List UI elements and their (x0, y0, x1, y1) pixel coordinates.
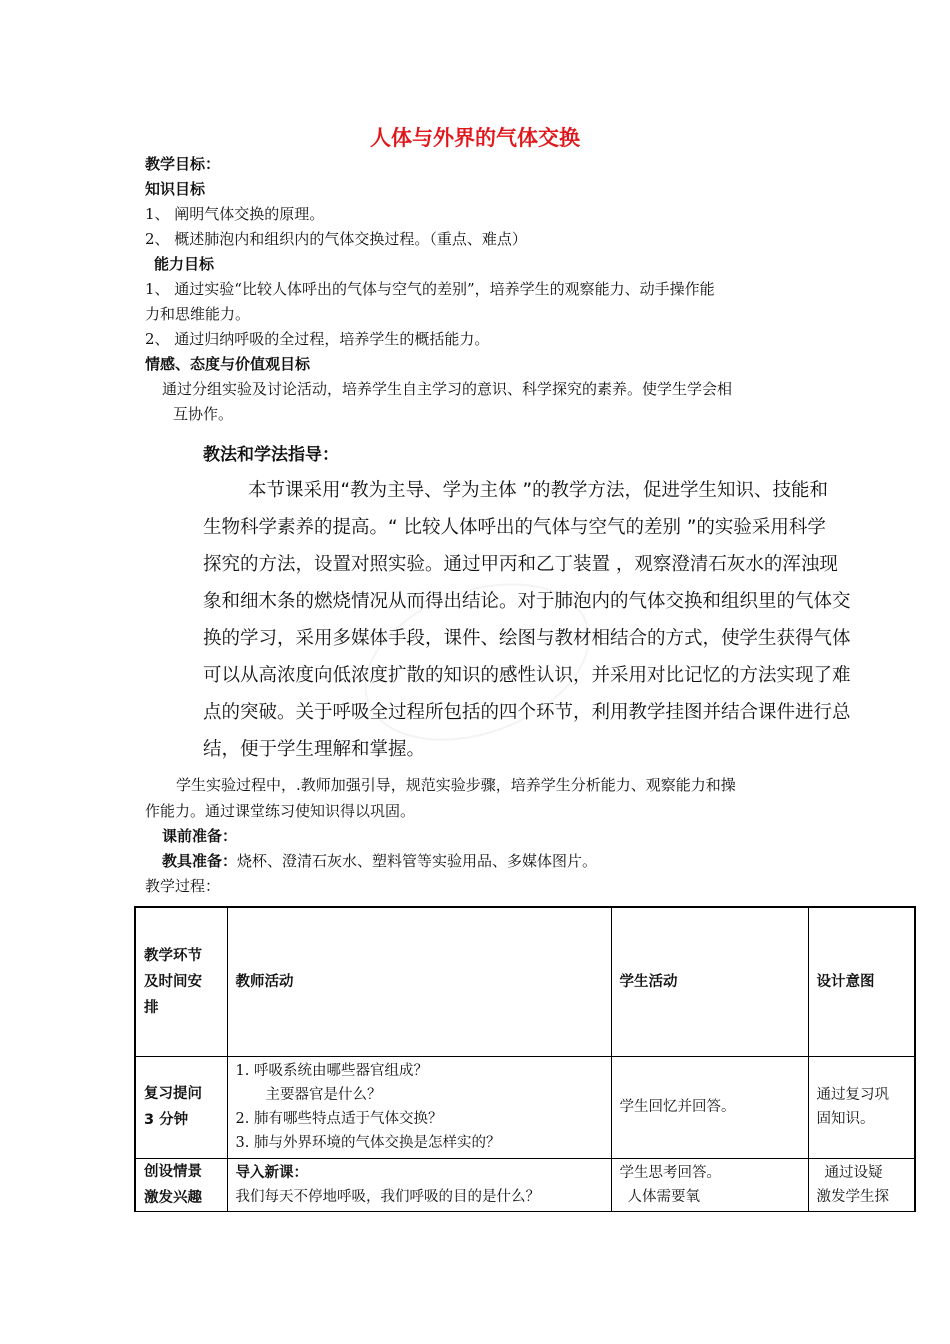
objectives-heading: 教学目标： (145, 155, 221, 173)
process-label: 教学过程： (145, 877, 221, 895)
header-teacher: 教师活动 (227, 907, 611, 1056)
experiment-line-2: 作能力。通过课堂练习使知识得以巩固。 (145, 802, 416, 820)
guidance-line: 生物科学素养的提高。“ 比较人体呼出的气体与空气的差别 ”的实验采用科学 (203, 517, 826, 538)
ability-item-1-line-1: 1、 通过实验“比较人体呼出的气体与空气的差别”，培养学生的观察能力、动手操作能 (145, 280, 715, 298)
prep-heading: 课前准备： (162, 827, 238, 845)
guidance-line: 结，便于学生理解和掌握。 (203, 739, 426, 760)
tools-text: 烧杯、澄清石灰水、塑料管等实验用品、多媒体图片。 (237, 852, 598, 870)
table-row (135, 1056, 915, 1158)
row1-intent: 通过复习巩 固知识。 (808, 1056, 915, 1158)
ability-heading: 能力目标 (154, 255, 215, 273)
row2-intent: 通过设疑 激发学生探 (808, 1158, 915, 1211)
row1-teacher: 1. 呼吸系统由哪些器官组成？ 主要器官是什么？ 2. 肺有哪些特点适于气体交换？ 3. 肺与外界环境的气体交换是怎样实的？ (227, 1056, 611, 1158)
row2-student: 学生思考回答。 人体需要氧 (611, 1158, 808, 1211)
ability-item-1-line-2: 力和思维能力。 (145, 305, 251, 323)
guidance-line: 探究的方法，设置对照实验。通过甲丙和乙丁装置 ，观察澄清石灰水的浑浊现 (203, 554, 838, 575)
knowledge-heading: 知识目标 (145, 180, 206, 198)
header-intent: 设计意图 (808, 907, 915, 1056)
guidance-heading: 教法和学法指导： (203, 445, 339, 465)
emotion-heading: 情感、态度与价值观目标 (145, 355, 311, 373)
tools-label: 教具准备： (162, 852, 238, 870)
table-header-row (135, 907, 915, 1056)
process-table (134, 906, 916, 1212)
emotion-line-1: 通过分组实验及讨论活动，培养学生自主学习的意识、科学探究的素养。使学生学会相 (162, 380, 733, 398)
guidance-line: 象和细木条的燃烧情况从而得出结论。对于肺泡内的气体交换和组织里的气体交 (203, 591, 851, 612)
row2-stage: 创设情景 激发兴趣 (135, 1158, 227, 1211)
guidance-line: 点的突破。关于呼吸全过程所包括的四个环节，利用教学挂图并结合课件进行总 (203, 702, 851, 723)
header-stage: 教学环节 及时间安 排 (135, 907, 227, 1056)
emotion-line-2: 互协作。 (173, 405, 234, 423)
row1-stage: 复习提问 3 分钟 (135, 1056, 227, 1158)
page-title: 人体与外界的气体交换 (370, 126, 580, 150)
guidance-line: 可以从高浓度向低浓度扩散的知识的感性认识，并采用对比记忆的方法实现了难 (203, 665, 851, 686)
table-row (135, 1158, 915, 1211)
ability-item-2: 2、 通过归纳呼吸的全过程，培养学生的概括能力。 (145, 330, 490, 348)
row1-student: 学生回忆并回答。 (611, 1056, 808, 1158)
experiment-line-1: 学生实验过程中，.教师加强引导，规范实验步骤，培养学生分析能力、观察能力和操 (176, 776, 736, 794)
knowledge-item-1: 1、 阐明气体交换的原理。 (145, 205, 325, 223)
header-student: 学生活动 (611, 907, 808, 1056)
row2-teacher: 导入新课： 我们每天不停地呼吸，我们呼吸的目的是什么？ (227, 1158, 611, 1211)
guidance-line: 换的学习，采用多媒体手段，课件、绘图与教材相结合的方式，使学生获得气体 (203, 628, 851, 649)
tools-line (162, 850, 597, 871)
knowledge-item-2: 2、 概述肺泡内和组织内的气体交换过程。（重点、难点） (145, 230, 527, 248)
guidance-line: 本节课采用“教为主导、学为主体 ”的教学方法，促进学生知识、技能和 (248, 480, 829, 501)
